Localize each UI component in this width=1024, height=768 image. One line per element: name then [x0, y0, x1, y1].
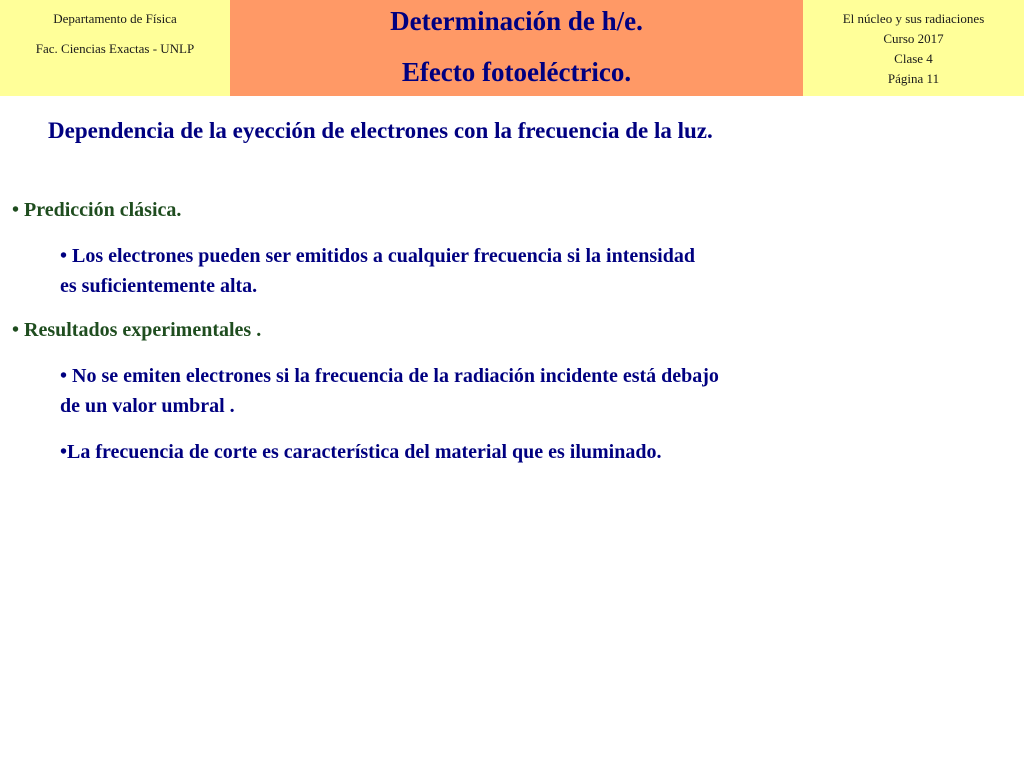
header-title-panel: [230, 0, 803, 96]
course-name: El núcleo y sus radiaciones: [842, 11, 985, 26]
course-year: Curso 2017: [883, 31, 944, 46]
faculty-label: Fac. Ciencias Exactas - UNLP: [35, 41, 195, 56]
header-left-panel: [0, 0, 230, 96]
page-number: Página 11: [887, 71, 940, 86]
classical-prediction-text-line1: • Los electrones pueden ser emitidos a cualquier frecuencia si la intensidad: [60, 245, 695, 267]
header-right-panel: [803, 0, 1024, 96]
experimental-result-text-line1: • No se emiten electrones si la frecuencia de la radiación incidente está debajo: [60, 365, 719, 387]
cutoff-frequency-text: •La frecuencia de corte es característica del material que es iluminado.: [60, 441, 662, 463]
slide-subtitle: Efecto fotoeléctrico.: [401, 57, 632, 87]
section-heading: Dependencia de la eyección de electrones con la frecuencia de la luz.: [48, 118, 713, 143]
experimental-result-text-line2: de un valor umbral .: [60, 395, 235, 417]
bullet-classical-prediction: • Predicción clásica.: [12, 199, 182, 221]
department-label: Departamento de Física: [53, 11, 177, 26]
slide-title: Determinación de h/e.: [390, 6, 643, 36]
classical-prediction-text-line2: es suficientemente alta.: [60, 275, 258, 297]
bullet-experimental-results: • Resultados experimentales .: [12, 319, 262, 341]
class-number: Clase 4: [894, 51, 933, 66]
